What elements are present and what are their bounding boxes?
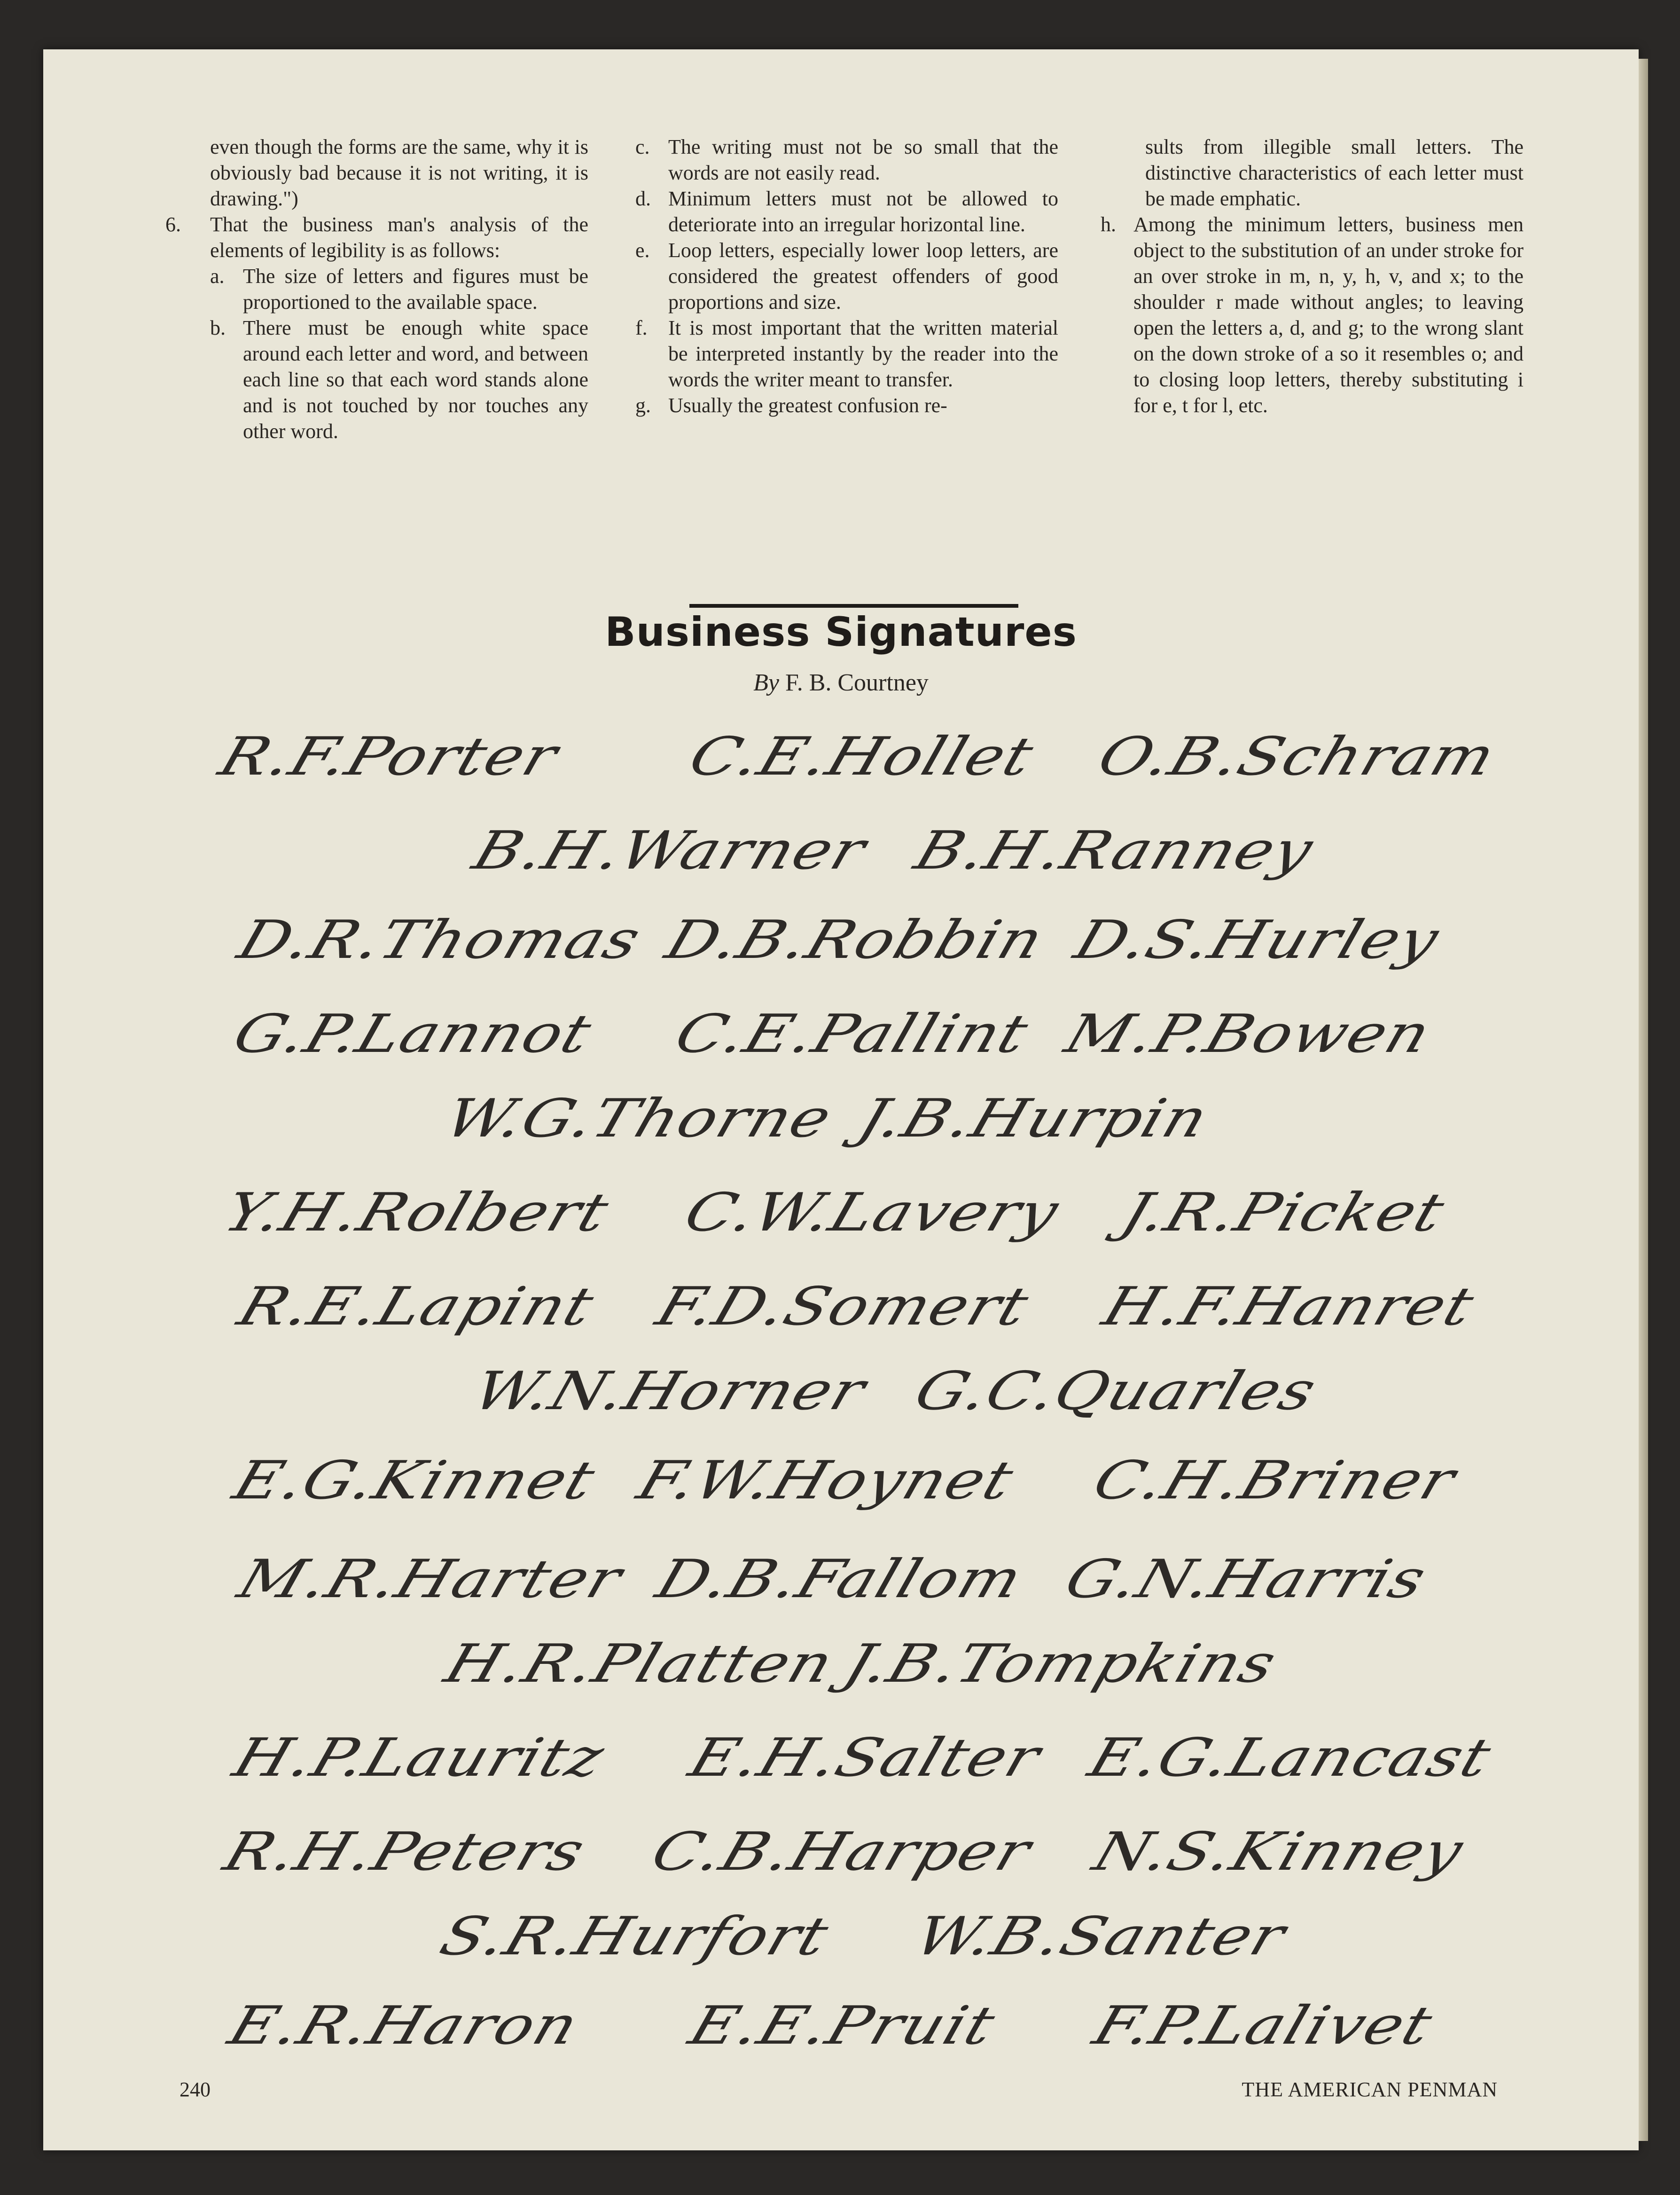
list-marker: 6.: [165, 213, 181, 236]
magazine-page: [43, 49, 1639, 2150]
list-item-text: There must be enough white space around each letter and word, and between each line so that each word stands alone and is not touched by nor touches any other word.: [243, 316, 588, 443]
signature: R.H.Peters: [216, 1821, 593, 1882]
continued-paragraph: even though the forms are the same, why it is obviously bad because it is not writing, it is drawing."): [210, 135, 588, 210]
signature: C.E.Hollet: [681, 726, 1042, 787]
signature: G.N.Harris: [1057, 1549, 1434, 1610]
byline-author: F. B. Courtney: [785, 669, 929, 696]
signature: R.F.Porter: [211, 726, 566, 787]
list-marker: h.: [1101, 213, 1116, 236]
list-item-text: The writing must not be so small that the words are not easily read.: [668, 135, 1058, 184]
signature: E.E.Pruit: [681, 1995, 1003, 2056]
signature: M.R.Harter: [230, 1549, 630, 1610]
signature: F.D.Somert: [649, 1276, 1037, 1337]
signature: J.B.Hurpin: [851, 1088, 1217, 1149]
article-title: Business Signatures: [605, 609, 1077, 656]
signature: D.S.Hurley: [1067, 909, 1447, 971]
signature: O.B.Schram: [1090, 726, 1504, 787]
signature: Y.H.Rolbert: [216, 1182, 617, 1243]
list-item-text: It is most important that the written material be interpreted instantly by the reader into the words the writer meant to transfer.: [668, 316, 1058, 391]
magazine-name: THE AMERICAN PENMAN: [1242, 2078, 1498, 2101]
page-number: 240: [180, 2078, 211, 2101]
signature: F.P.Lalivet: [1086, 1995, 1441, 2056]
list-marker: f.: [635, 316, 648, 339]
signature: H.P.Lauritz: [226, 1727, 613, 1788]
list-marker: g.: [635, 394, 651, 417]
signature: E.G.Lancast: [1081, 1727, 1499, 1788]
list-item-text: That the business man's analysis of the elements of legibility is as follows:: [210, 213, 588, 262]
signature: G.C.Quarles: [907, 1361, 1325, 1422]
signature: E.G.Kinnet: [226, 1450, 603, 1511]
signature: N.S.Kinney: [1086, 1821, 1471, 1882]
signature: H.F.Hanret: [1095, 1276, 1482, 1337]
byline-by: By: [753, 669, 779, 696]
signature: C.B.Harper: [644, 1821, 1039, 1882]
list-item-text: Usually the greatest confusion re-: [668, 394, 947, 417]
signature: B.H.Ranney: [907, 820, 1321, 881]
list-marker: c.: [635, 135, 650, 158]
signature: J.B.Tompkins: [836, 1633, 1285, 1694]
signature: E.R.Haron: [221, 1995, 587, 2056]
signature: R.E.Lapint: [230, 1276, 602, 1337]
signature: C.H.Briner: [1086, 1450, 1464, 1511]
signature: C.W.Lavery: [677, 1182, 1067, 1243]
list-marker: b.: [210, 316, 226, 339]
signature: H.R.Platten: [437, 1633, 842, 1694]
signature: W.G.Thorne: [437, 1088, 840, 1149]
signature: W.B.Santer: [907, 1906, 1294, 1967]
list-item-text: Among the minimum letters, business men object to the substitution of an under stroke for an over stroke in m, n, y, h, v, and x; to the shoulder r made without angles; to leaving open the letters a, d, and g; to the wrong slant on the down stroke of a so it resembles o; and to closing loop letters, thereby substituting i for e, t for l, etc.: [1133, 213, 1524, 417]
signature: D.B.Robbin: [658, 909, 1052, 971]
signature-specimens: [43, 49, 1639, 2150]
signature: C.E.Pallint: [667, 1003, 1037, 1065]
list-marker: e.: [635, 239, 650, 262]
signature: B.H.Warner: [465, 820, 874, 881]
signature: F.W.Hoynet: [630, 1450, 1022, 1511]
signature: M.P.Bowen: [1057, 1003, 1439, 1065]
signature: D.B.Fallom: [649, 1549, 1031, 1610]
list-item-text: Minimum letters must not be allowed to deteriorate into an irregular horizontal line.: [668, 187, 1058, 236]
continued-paragraph: sults from illegible small letters. The distinctive characteristics of each letter must be made emphatic.: [1145, 135, 1524, 210]
signature: G.P.Lannot: [226, 1003, 600, 1065]
signature: S.R.Hurfort: [432, 1906, 837, 1967]
signature: E.H.Salter: [681, 1727, 1048, 1788]
signature: J.R.Picket: [1114, 1182, 1453, 1243]
list-item-text: The size of letters and figures must be proportioned to the available space.: [243, 265, 588, 314]
signature: D.R.Thomas: [230, 909, 649, 971]
list-item-text: Loop letters, especially lower loop letters, are considered the greatest offenders of good proportions and size.: [668, 239, 1058, 314]
list-marker: a.: [210, 265, 225, 288]
signature: W.N.Horner: [465, 1361, 874, 1422]
list-marker: d.: [635, 187, 651, 210]
